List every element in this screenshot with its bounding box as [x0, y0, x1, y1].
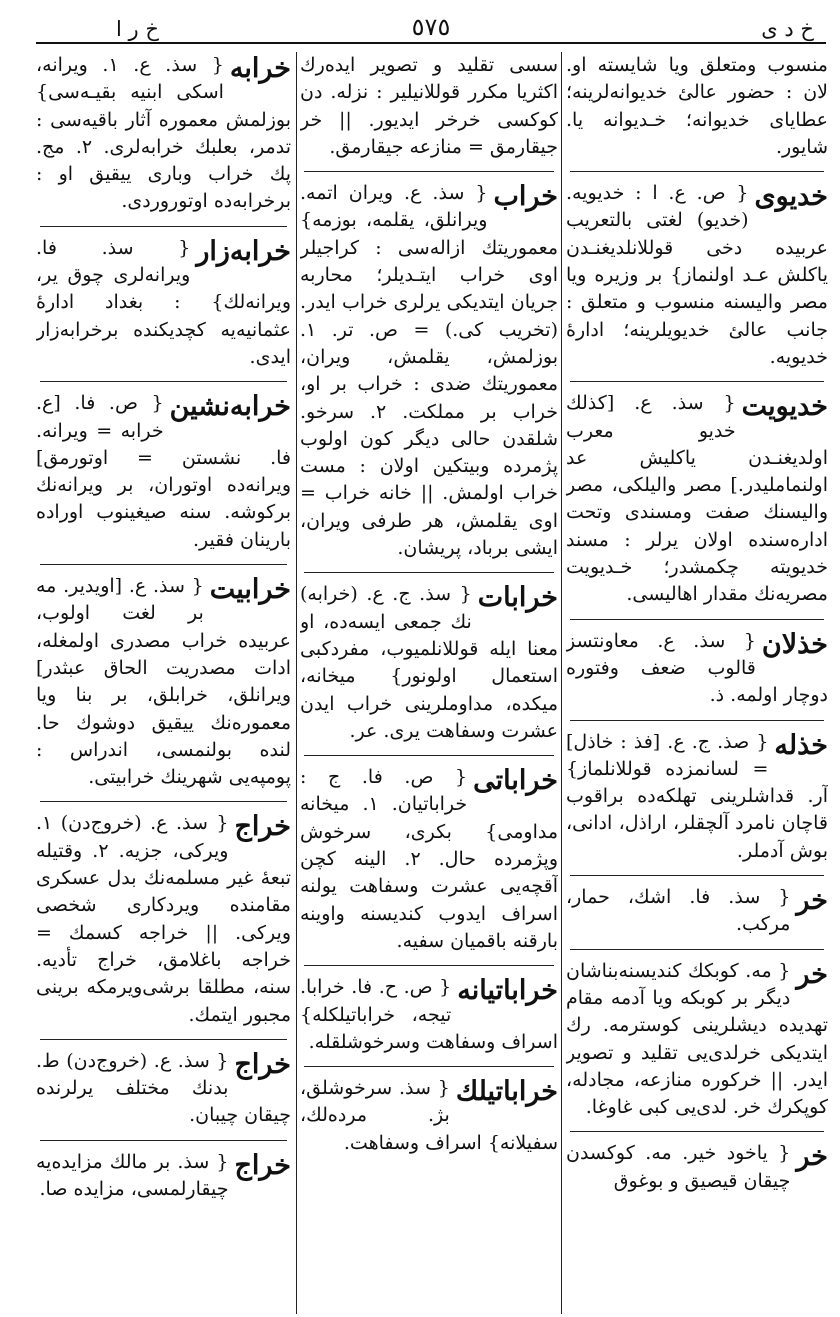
dictionary-entry — [36, 235, 291, 371]
entry-definition: { ص. فا. [ع. خرابه = ويرانه. فا. نشستن = اوتورمق] ويرانه‌ده اوتوران، بر ويرانه‌نك بركوشه. سنه صيغينوب اوراده بارينان فقير. — [36, 392, 291, 551]
entry-separator — [40, 801, 287, 802]
entry-definition: { ص. ع. ا : خديويه. (خديو) لغتى بالتعريب عربيده دخى قوللانلديغنـدن ياكلش عـد اولنماز} بر وزيره ويا مصر واليسنه منسوب و متعلق : جانب عالئ خديويلرينه؛ ادارهٔ خديويه. — [566, 182, 828, 368]
entry-definition: { سذ. ع. (خروج‌دن) ط. بدنك مختلف يرلرنده چيقان چيبان. — [36, 1049, 291, 1127]
entry-definition: { سذ. فا. اشك، حمار، مركب. — [566, 886, 791, 936]
entry-definition: { سذ. ع. [اويدير. مه بر لغت اولوب، عربيده خراب مصدرى اولمغله، ادات مصدريت الحاق عبثدر] ويرانلق، خرابلق، بر بنا ويا معموره‌نك ييقيق دوشوك حا. لنده بولنمسى، اندراس : پومپه‌يى شهرينك خرابيتى. — [36, 575, 291, 789]
header-letters-right: خ د ى — [761, 17, 814, 41]
entry-definition: { ص. ح. فا. خرابا. تيجه، خراباتيلكله} اسراف وسفاهت وسرخوشلقله. — [300, 976, 558, 1053]
dictionary-entry — [566, 390, 828, 608]
entry-headword: خرابه‌نشين — [169, 391, 291, 423]
entry-separator — [304, 1066, 554, 1067]
dictionary-entry — [36, 573, 291, 791]
entry-separator — [40, 226, 287, 227]
entry-headword: خذله — [774, 729, 828, 761]
entry-definition: { سذ. فا. ويرانه‌لرى چوق ير، ويرانه‌لك} : بغداد ادارهٔ عثمانيه‌يه كچديكنده برخرابه‌زار ايدى. — [36, 236, 291, 368]
page-header — [36, 8, 826, 42]
page-number: ٥٧٥ — [411, 13, 451, 41]
entry-definition: { سذ. ع. ١. ويرانه، اسكى ابنيه بقيـه‌سى} بوزلمش معموره آثار باقيه‌سى : تدمر، بعلبك خرابه‌لرى. ٢. مج. پك خراب وبارى ييقيق او : برخرابه‌ده اوتوروردى. — [36, 54, 291, 213]
header-rule — [36, 42, 826, 44]
entry-separator — [570, 1131, 824, 1132]
dictionary-entry — [566, 1140, 828, 1195]
dictionary-entry — [300, 180, 558, 562]
dictionary-entry — [300, 52, 558, 161]
entry-definition: { سذ. ع. معاونتسز قالوب ضعف وفتوره دوچار اولمه. ذ. — [566, 629, 828, 707]
entry-separator — [570, 875, 824, 876]
entry-headword: خرابيت — [209, 574, 291, 606]
entry-headword: خديوى — [754, 181, 828, 213]
entry-definition: { ص. فا. ج : خراباتيان. ١. ميخانه مداومى} بكرى، سرخوش وپژمرده حال. ٢. الينه كچن آقچه‌يى عشرت وسفاهت يولنه اسراف ايدوب كنديسنه واوينه بارقنه باقميان سفيه. — [300, 766, 558, 952]
entry-separator — [40, 1140, 287, 1141]
dictionary-entry — [36, 1149, 291, 1204]
entry-definition: { ياخود خير. مه. كوكسدن چيقان قيصيق و بوغوق — [566, 1142, 791, 1192]
entry-definition: { صذ. ج. ع. [فذ : خاذل] = لسانمزده قوللانلماز} آر. قداشلرينى تهلكه‌ده براقوب قاچان نامرد آلچقلر، اراذل، ادانى، بوش آدملر. — [566, 730, 828, 862]
entry-headword: خراج — [234, 811, 291, 843]
entry-headword: خرابات — [477, 582, 558, 614]
column-right — [566, 52, 828, 1310]
entry-definition: { مه. كوبكك كنديسنه‌بناشان ديگر بر كوبكه ويا آدمه مقام تهديده ديشلرينى كوسترمه. رك ايتديكى خرلدى‌يى تقليد و تصوير ايدر. || خركوره منازعه، مجادله، كوپكرك خر. لدى‌يى كبى غاوغا. — [566, 959, 828, 1119]
header-letters-left: خ ر ا — [116, 17, 159, 41]
column-divider — [296, 52, 297, 1314]
dictionary-entry — [566, 628, 828, 710]
entry-definition: { سذ. ع. (خروج‌دن) ١. ويركى، جزيه. ٢. وقتيله تبعهٔ غير مسلمه‌نك بدل عسكرى مقامنده ويردكارى شخصى ويركى. || خراجه كسمك = خراجه باغلامق، خراج تأديه. سنه، مطلقا برشى‌ويرمكه برينى مجبور ايتمك. — [36, 812, 291, 1026]
entry-separator — [570, 171, 824, 172]
dictionary-entry — [566, 52, 828, 161]
entry-separator — [304, 572, 554, 573]
entry-headword: خراباتيانه — [457, 975, 558, 1007]
entry-headword: خر — [796, 958, 828, 990]
entry-definition: { سذ. ج. ع. (خرابه) نك جمعى ايسه‌ده، او معنا ايله قوللانلميوب، مفردكبى استعمال اولونور} ميخانه، ميكده، مداوملرينى خراب ايدن عشرت وسفاهت يرى. عر. — [300, 583, 558, 742]
entry-headword: خرابه — [229, 53, 291, 84]
entry-definition: { سذ. بر مالك مزايده‌يه چيقارلمسى، مزايده صا. — [36, 1150, 229, 1200]
dictionary-entry — [300, 581, 558, 745]
dictionary-entry — [300, 764, 558, 955]
entry-separator — [570, 381, 824, 382]
entry-separator — [570, 720, 824, 721]
entry-headword: خديويت — [741, 391, 828, 423]
entry-headword: خراج — [234, 1048, 291, 1080]
entry-definition: { سذ. ع. [كذلك خديو معرب اولديغنـدن ياكليش عد اولنماملیدر.] مصر واليلكى، مصر واليسنك صفت ومسندى وتحت اداره‌سنده اولان يرلر : مسند خديويته چكمشدر؛ خـديويت مصريه‌نك مقدار اهاليسى. — [566, 392, 828, 606]
dictionary-entry — [300, 974, 558, 1056]
entry-separator — [570, 619, 824, 620]
column-left — [36, 52, 291, 1310]
entry-headword: خر — [796, 885, 828, 917]
entry-definition: { سذ. ع. ويران اتمه. ويرانلق، يقلمه، بوزمه} معموريتك ازاله‌سى : كراجيلر اوى خراب ايتـديلر؛ محاربه جريان ايتديكى يرلرى خراب ايدر. (تخريب كى.) = ص. تر. ١. بوزلمش، يقلمش، ويران، معموريتك ضدى : خراب بر او، خراب بر مملكت. ٢. سرخو. شلقدن حالى ديگر كون اولوب پژمرده وبيتكين اولان : مست خراب اولمش. || خانه خراب = اوى يقلمش، هر طرفى ويران، ايشى برباد، پريشان. — [300, 182, 558, 560]
entry-headword: خراب — [493, 181, 558, 213]
entry-headword: خرابه‌زار — [196, 235, 291, 267]
entry-definition: { سذ. سرخوشلق، بژ. مرده‌لك، سفيلانه} اسراف وسفاهت. — [300, 1077, 558, 1154]
dictionary-entry — [566, 958, 828, 1122]
entry-separator — [40, 1039, 287, 1040]
dictionary-entry — [566, 884, 828, 939]
dictionary-entry — [566, 180, 828, 371]
entry-separator — [304, 965, 554, 966]
dictionary-entry — [36, 1048, 291, 1130]
column-middle — [300, 52, 558, 1310]
entry-separator — [40, 564, 287, 565]
entry-separator — [40, 381, 287, 382]
dictionary-entry — [36, 810, 291, 1028]
entry-headword: خر — [796, 1141, 828, 1173]
entry-separator — [304, 171, 554, 172]
dictionary-entry — [36, 390, 291, 554]
column-divider — [561, 52, 562, 1314]
dictionary-entry — [300, 1075, 558, 1157]
entry-headword: خذلان — [761, 628, 828, 660]
entry-separator — [570, 949, 824, 950]
entry-definition: سسى تقليد و تصوير ايده‌رك اكثريا مكرر قوللانيلير : نزله. دن كوكسى خرخر ايديور. || خر جيقارمق = منازعه جيقارمق. — [300, 54, 558, 158]
entry-headword: خراباتيلك — [455, 1076, 558, 1108]
entry-headword: خراباتى — [473, 765, 558, 797]
entry-definition: منسوب ومتعلق ويا شايسته او. لان : حضور عالئ خديوانه‌لرينه؛ عطاياى خديوانه؛ خـديوانه يا. شايور. — [566, 54, 828, 158]
entry-separator — [304, 755, 554, 756]
dictionary-entry — [36, 52, 291, 216]
dictionary-entry — [566, 729, 828, 865]
entry-headword: خراج — [234, 1149, 291, 1181]
